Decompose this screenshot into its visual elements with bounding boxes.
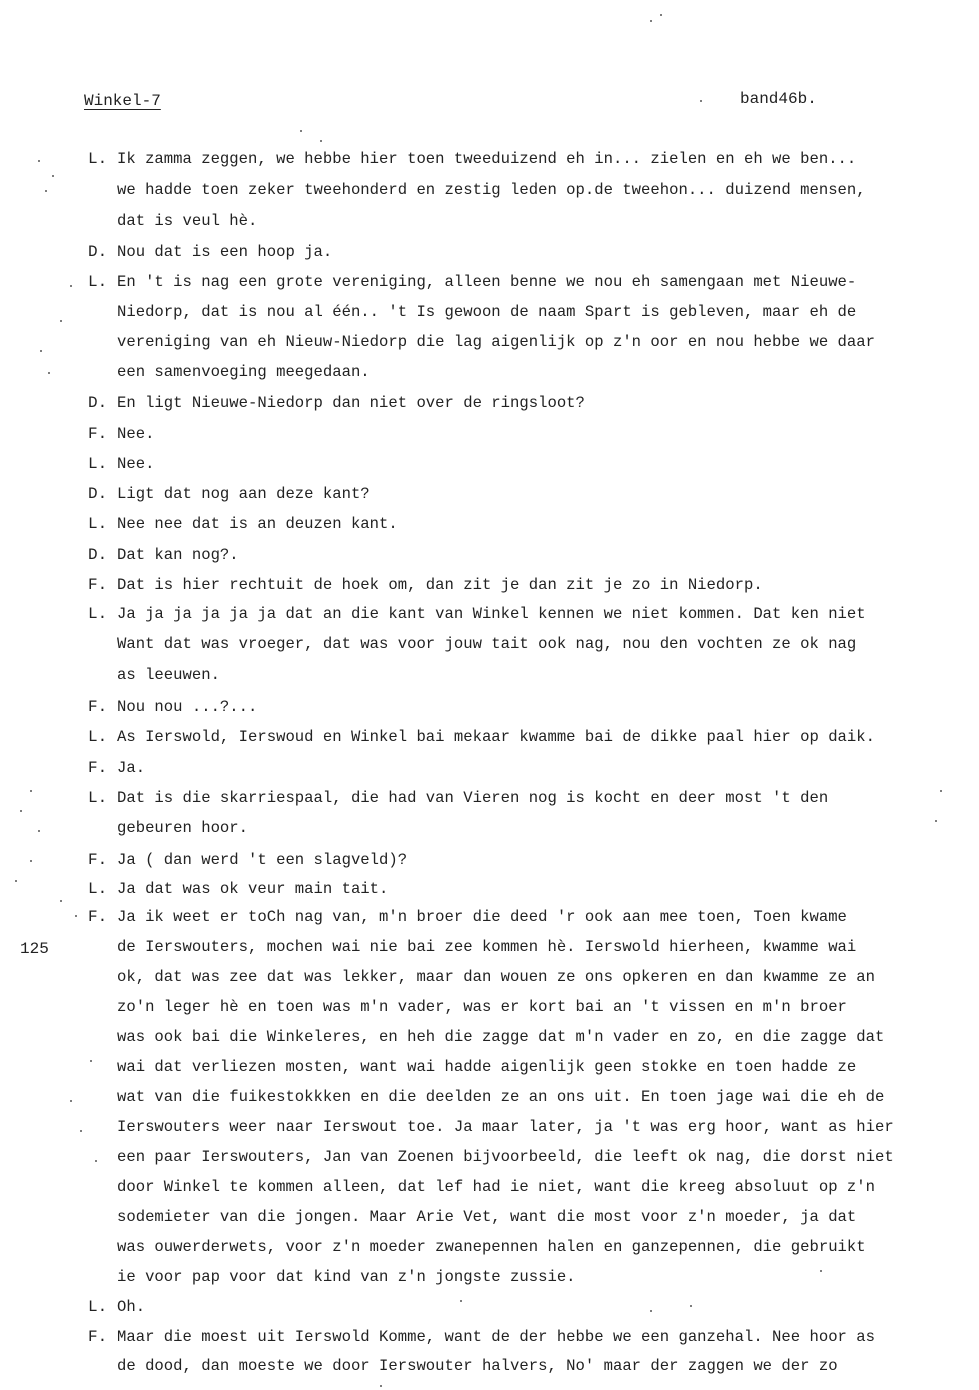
line-text: de Ierswouters, mochen wai nie bai zee kommen hè. Ierswold hierheen, kwamme wai	[117, 938, 857, 956]
scan-speck	[48, 372, 50, 374]
scan-speck	[90, 1060, 92, 1062]
line-text: sodemieter van die jongen. Maar Arie Vet, want die most voor z'n moeder, ja dat	[117, 1208, 857, 1226]
scan-speck	[60, 320, 62, 322]
transcript-line	[0, 485, 979, 505]
line-text: Ligt dat nog aan deze kant?	[117, 485, 370, 503]
scan-speck	[320, 140, 322, 142]
transcript-line	[0, 363, 979, 383]
transcript-line	[0, 212, 979, 232]
transcript-line	[0, 1238, 979, 1258]
line-text: Ja ik weet er toCh nag van, m'n broer die deed 'r ook aan mee toen, Toen kwame	[117, 908, 847, 926]
speaker-label: L.	[88, 455, 108, 473]
transcript-line	[0, 698, 979, 718]
scan-speck	[70, 285, 72, 287]
speaker-label: L.	[88, 1298, 108, 1316]
line-text: ok, dat was zee dat was lekker, maar dan wouen ze ons opkeren en dan kwamme ze an	[117, 968, 875, 986]
speaker-label: L.	[88, 273, 108, 291]
scan-speck	[70, 1100, 72, 1102]
line-text: as leeuwen.	[117, 666, 220, 684]
line-text: Dat is die skarriespaal, die had van Vieren nog is kocht en deer most 't den	[117, 789, 829, 807]
speaker-label: D.	[88, 394, 108, 412]
line-text: As Ierswold, Ierswoud en Winkel bai mekaar kwamme bai de dikke paal hier op daik.	[117, 728, 875, 746]
line-text: Nee nee dat is an deuzen kant.	[117, 515, 398, 533]
transcript-line	[0, 666, 979, 686]
scan-speck	[30, 790, 32, 792]
transcript-line	[0, 425, 979, 445]
speaker-label: F.	[88, 908, 108, 926]
transcript-line	[0, 243, 979, 263]
scan-speck	[95, 1160, 97, 1162]
transcript-line	[0, 150, 979, 170]
speaker-label: L.	[88, 789, 108, 807]
speaker-label: D.	[88, 243, 108, 261]
speaker-label: F.	[88, 576, 108, 594]
line-text: wai dat verliezen mosten, want wai hadde aigenlijk geen stokke en toen hadde ze	[117, 1058, 857, 1076]
line-text: Ierswouters weer naar Ierswout toe. Ja maar later, ja 't was erg hoor, want as hier	[117, 1118, 894, 1136]
scan-speck	[75, 915, 77, 917]
transcript-line	[0, 1178, 979, 1198]
transcript-line	[0, 1208, 979, 1228]
scan-speck	[40, 350, 42, 352]
line-text: Niedorp, dat is nou al één.. 't Is gewoon de naam Spart is gebleven, maar eh de	[117, 303, 857, 321]
line-text: door Winkel te kommen alleen, dat lef had ie niet, want die kreeg absoluut op z'n	[117, 1178, 875, 1196]
transcript-line	[0, 1058, 979, 1078]
transcript-line	[0, 273, 979, 293]
line-text: een paar Ierswouters, Jan van Zoenen bijvoorbeeld, die leeft ok nag, die dorst niet	[117, 1148, 894, 1166]
transcript-line	[0, 546, 979, 566]
speaker-label: F.	[88, 1328, 108, 1346]
scan-speck	[650, 1310, 652, 1312]
line-text: een samenvoeging meegedaan.	[117, 363, 370, 381]
transcript-line	[0, 333, 979, 353]
transcript-line	[0, 455, 979, 475]
transcript-line	[0, 789, 979, 809]
scan-speck	[30, 860, 32, 862]
speaker-label: D.	[88, 546, 108, 564]
scan-speck	[660, 14, 662, 16]
transcript-line	[0, 819, 979, 839]
speaker-label: L.	[88, 150, 108, 168]
line-text: was ook bai die Winkeleres, en heh die zagge dat m'n vader en zo, en die zagge dat	[117, 1028, 885, 1046]
speaker-label: L.	[88, 605, 108, 623]
line-text: dat is veul hè.	[117, 212, 258, 230]
scan-speck	[460, 1300, 462, 1302]
speaker-label: L.	[88, 728, 108, 746]
scan-speck	[820, 1270, 822, 1272]
transcript-line	[0, 576, 979, 596]
scan-speck	[700, 100, 702, 102]
line-text: En 't is nag een grote vereniging, alleen benne we nou eh samengaan met Nieuwe-	[117, 273, 857, 291]
line-text: Ja ja ja ja ja ja dat an die kant van Winkel kennen we niet kommen. Dat ken niet	[117, 605, 866, 623]
transcript-line	[0, 1148, 979, 1168]
line-text: Nee.	[117, 425, 155, 443]
line-text: de dood, dan moeste we door Ierswouter halvers, No' maar der zaggen we der zo	[117, 1357, 838, 1375]
transcript-line	[0, 181, 979, 201]
transcript-line	[0, 1088, 979, 1108]
scan-speck	[38, 830, 40, 832]
transcript-line	[0, 759, 979, 779]
speaker-label: D.	[88, 485, 108, 503]
scan-speck	[690, 1305, 692, 1307]
line-text: En ligt Nieuwe-Niedorp dan niet over de ringsloot?	[117, 394, 585, 412]
line-text: Ja ( dan werd 't een slagveld)?	[117, 851, 408, 869]
scan-speck	[940, 790, 942, 792]
scan-speck	[650, 20, 652, 22]
line-text: Want dat was vroeger, dat was voor jouw tait ook nag, nou den vochten ze ok nag	[117, 635, 857, 653]
speaker-label: L.	[88, 880, 108, 898]
speaker-label: F.	[88, 425, 108, 443]
speaker-label: F.	[88, 698, 108, 716]
line-text: wat van die fuikestokkken en die deelden ze an ons uit. En toen jage wai die eh de	[117, 1088, 885, 1106]
line-text: we hadde toen zeker tweehonderd en zestig leden op.de tweehon... duizend mensen,	[117, 181, 866, 199]
line-text: zo'n leger hè en toen was m'n vader, was er kort bai an 't vissen en m'n broer	[117, 998, 847, 1016]
transcript-line	[0, 880, 979, 900]
transcript-line	[0, 303, 979, 323]
scan-speck	[380, 1385, 382, 1387]
line-text: Nou nou ...?...	[117, 698, 258, 716]
transcript-line	[0, 394, 979, 414]
transcript-line	[0, 605, 979, 625]
line-text: Nou dat is een hoop ja.	[117, 243, 333, 261]
scan-speck	[20, 810, 22, 812]
line-text: Dat kan nog?.	[117, 546, 239, 564]
line-text: Maar die moest uit Ierswold Komme, want de der hebbe we een ganzehal. Nee hoor as	[117, 1328, 875, 1346]
line-text: Nee.	[117, 455, 155, 473]
transcript-line	[0, 1118, 979, 1138]
scan-speck	[80, 1130, 82, 1132]
transcript-line	[0, 851, 979, 871]
scan-speck	[15, 880, 17, 882]
margin-number: 125	[20, 940, 49, 958]
scan-speck	[60, 900, 62, 902]
transcript-line	[0, 1028, 979, 1048]
tape-reference: band46b.	[740, 90, 817, 108]
transcript-line	[0, 728, 979, 748]
line-text: Ja.	[117, 759, 146, 777]
line-text: gebeuren hoor.	[117, 819, 249, 837]
speaker-label: L.	[88, 515, 108, 533]
scan-speck	[300, 130, 302, 132]
line-text: ie voor pap voor dat kind van z'n jongste zussie.	[117, 1268, 576, 1286]
transcript-line	[0, 1268, 979, 1288]
transcript-line	[0, 938, 979, 958]
speaker-label: F.	[88, 851, 108, 869]
line-text: vereniging van eh Nieuw-Niedorp die lag aigenlijk op z'n oor en nou hebbe we daar	[117, 333, 875, 351]
line-text: Oh.	[117, 1298, 146, 1316]
scan-speck	[45, 190, 47, 192]
transcript-line	[0, 968, 979, 988]
line-text: Ik zamma zeggen, we hebbe hier toen tweeduizend eh in... zielen en eh we ben...	[117, 150, 857, 168]
speaker-label: F.	[88, 759, 108, 777]
transcript-line	[0, 1328, 979, 1348]
scan-speck	[52, 175, 54, 177]
transcript-line	[0, 515, 979, 535]
document-title: Winkel-7	[84, 92, 161, 110]
transcript-line	[0, 1298, 979, 1318]
line-text: was ouwerderwets, voor z'n moeder zwanepennen halen en ganzepennen, die gebruikt	[117, 1238, 866, 1256]
scan-speck	[935, 820, 937, 822]
scan-speck	[38, 160, 40, 162]
transcript-line	[0, 908, 979, 928]
line-text: Dat is hier rechtuit de hoek om, dan zit je dan zit je zo in Niedorp.	[117, 576, 763, 594]
transcript-line	[0, 635, 979, 655]
transcript-line	[0, 998, 979, 1018]
line-text: Ja dat was ok veur main tait.	[117, 880, 389, 898]
transcript-line	[0, 1357, 979, 1377]
